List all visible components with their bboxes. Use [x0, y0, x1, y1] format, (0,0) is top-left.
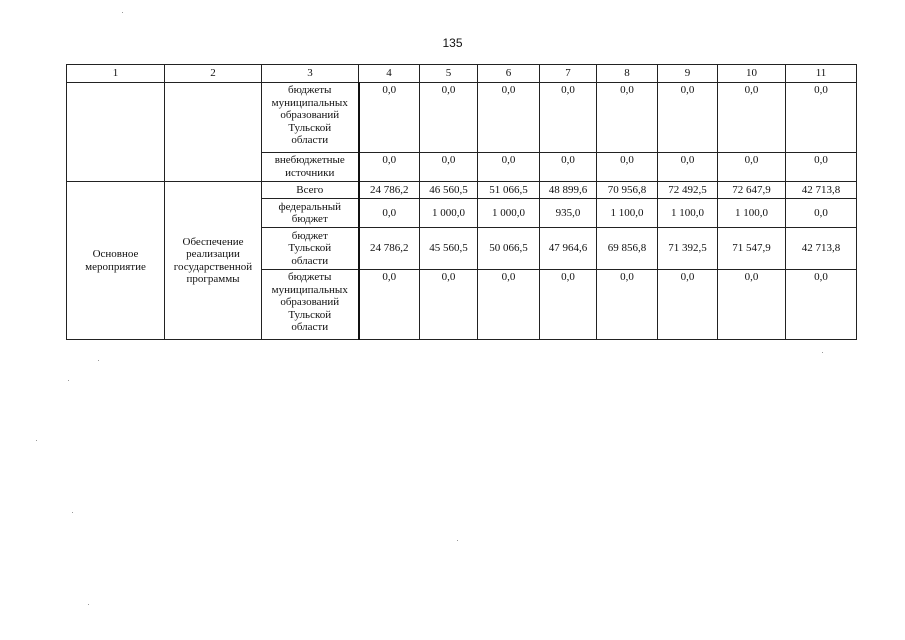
value-cell: 0,0: [540, 153, 597, 182]
value-cell: 0,0: [597, 270, 658, 340]
value-cell: 0,0: [420, 83, 478, 153]
scan-speck: [72, 512, 73, 513]
value-cell: 45 560,5: [420, 228, 478, 270]
scan-speck: [88, 604, 89, 605]
page-number: 135: [442, 36, 463, 50]
value-cell: 0,0: [786, 270, 857, 340]
program-name-cell: Обеспечение реализации государственной программы: [165, 182, 262, 340]
value-cell: 0,0: [540, 270, 597, 340]
header-cell: 10: [718, 65, 786, 83]
value-cell: 0,0: [420, 270, 478, 340]
value-cell: 0,0: [359, 153, 420, 182]
table-row: [67, 83, 857, 153]
value-cell: 0,0: [420, 153, 478, 182]
value-cell: 71 547,9: [718, 228, 786, 270]
value-cell: 24 786,2: [359, 228, 420, 270]
value-cell: 0,0: [718, 83, 786, 153]
source-cell: внебюджетные источники: [262, 153, 359, 182]
value-cell: 0,0: [478, 153, 540, 182]
header-cell: 6: [478, 65, 540, 83]
scan-speck: [122, 12, 123, 13]
value-cell: 46 560,5: [420, 182, 478, 199]
value-cell: 42 713,8: [786, 228, 857, 270]
value-cell: 0,0: [597, 153, 658, 182]
scan-speck: [822, 352, 823, 353]
value-cell: 0,0: [359, 199, 420, 228]
value-cell: 1 000,0: [478, 199, 540, 228]
value-cell: 48 899,6: [540, 182, 597, 199]
header-row: [67, 65, 857, 83]
value-cell: 0,0: [359, 83, 420, 153]
value-cell: 51 066,5: [478, 182, 540, 199]
header-cell: 9: [658, 65, 718, 83]
scan-speck: [68, 380, 69, 381]
scan-speck: [36, 440, 37, 441]
value-cell: 0,0: [786, 153, 857, 182]
value-cell: 1 100,0: [718, 199, 786, 228]
header-cell: 2: [165, 65, 262, 83]
value-cell: 0,0: [786, 83, 857, 153]
status-cell: Основное мероприятие: [67, 182, 165, 340]
value-cell: 935,0: [540, 199, 597, 228]
source-cell: бюджеты муниципальных образований Тульской области: [262, 270, 359, 340]
header-cell: 4: [359, 65, 420, 83]
header-cell: 5: [420, 65, 478, 83]
value-cell: 0,0: [658, 153, 718, 182]
value-cell: 0,0: [359, 270, 420, 340]
value-cell: 0,0: [597, 83, 658, 153]
value-cell: 24 786,2: [359, 182, 420, 199]
value-cell: 0,0: [478, 83, 540, 153]
header-cell: 8: [597, 65, 658, 83]
value-cell: 0,0: [478, 270, 540, 340]
value-cell: 72 492,5: [658, 182, 718, 199]
value-cell: 47 964,6: [540, 228, 597, 270]
header-cell: 1: [67, 65, 165, 83]
value-cell: 50 066,5: [478, 228, 540, 270]
value-cell: 0,0: [658, 83, 718, 153]
status-cell-empty: [67, 83, 165, 182]
value-cell: 0,0: [786, 199, 857, 228]
value-cell: 0,0: [540, 83, 597, 153]
budget-table: [66, 64, 857, 340]
value-cell: 70 956,8: [597, 182, 658, 199]
value-cell: 71 392,5: [658, 228, 718, 270]
header-cell: 7: [540, 65, 597, 83]
value-cell: 1 100,0: [597, 199, 658, 228]
source-cell: бюджеты муниципальных образований Тульской области: [262, 83, 359, 153]
value-cell: 0,0: [718, 270, 786, 340]
name-cell-empty: [165, 83, 262, 182]
value-cell: 1 100,0: [658, 199, 718, 228]
source-cell: федеральный бюджет: [262, 199, 359, 228]
value-cell: 69 856,8: [597, 228, 658, 270]
value-cell: 0,0: [718, 153, 786, 182]
header-cell: 11: [786, 65, 857, 83]
value-cell: 0,0: [658, 270, 718, 340]
source-cell: бюджет Тульской области: [262, 228, 359, 270]
value-cell: 72 647,9: [718, 182, 786, 199]
table-row: [67, 182, 857, 199]
header-cell: 3: [262, 65, 359, 83]
scan-speck: [457, 540, 458, 541]
value-cell: 1 000,0: [420, 199, 478, 228]
value-cell: 42 713,8: [786, 182, 857, 199]
scan-speck: [98, 360, 99, 361]
source-cell: Всего: [262, 182, 359, 199]
